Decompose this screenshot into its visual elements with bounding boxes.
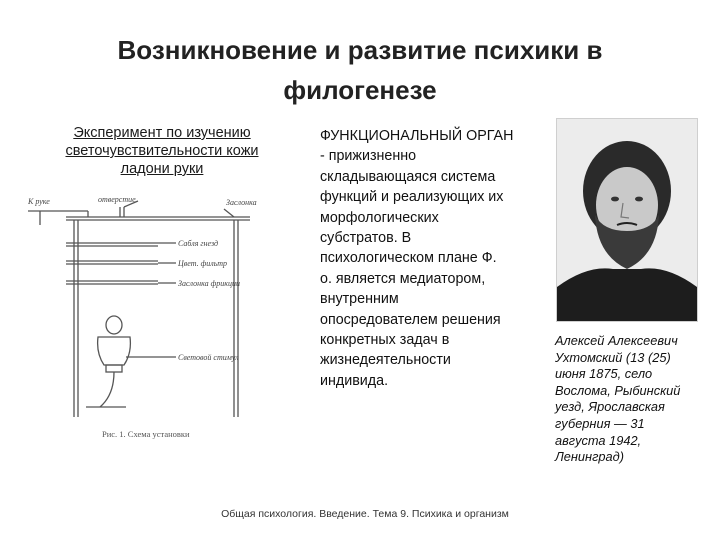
experiment-caption-line-3: ладони руки <box>120 161 204 177</box>
diagram-label-hand: К руке <box>28 197 50 206</box>
definition-line: функций и реализующих их <box>320 189 504 206</box>
diagram-label-color-filter: Цвет. фильтр <box>178 259 228 268</box>
slide-title-line-1: Возникновение и развитие психики в <box>117 35 603 65</box>
lamp-bulb-top <box>106 316 122 334</box>
experiment-apparatus-diagram <box>28 195 290 445</box>
portrait-eye-right <box>635 197 643 202</box>
portrait-jacket <box>557 268 697 321</box>
experiment-caption-line-2: светочувствительности кожи <box>65 143 259 159</box>
experiment-caption <box>44 124 280 178</box>
definition-line: психологическом плане Ф. <box>320 250 497 267</box>
slide-title <box>60 30 660 110</box>
definition-line: субстратов. В <box>320 230 412 247</box>
definition-heading: ФУНКЦИОНАЛЬНЫЙ ОРГАН <box>320 128 514 144</box>
definition-line: морфологических <box>320 209 439 226</box>
diagram-figure-caption: Рис. 1. Схема установки <box>102 429 190 439</box>
diagram-label-lamp: Световой стимул <box>178 353 239 362</box>
definition-line: опосредователем решения <box>320 311 501 328</box>
portrait-illustration <box>557 119 697 321</box>
slide-footer: Общая психология. Введение. Тема 9. Психика и организм <box>221 508 509 520</box>
experiment-caption-line-1: Эксперимент по изучению <box>73 125 251 141</box>
portrait-photo <box>556 118 698 322</box>
slide-title-line-2: филогенезе <box>283 75 437 105</box>
definition-line: конкретных задач в <box>320 332 450 349</box>
definition-line: о. является медиатором, <box>320 270 486 287</box>
portrait-caption-line: Вослома, Рыбинский <box>555 382 681 398</box>
apparatus-drawing <box>28 195 290 445</box>
diagram-label-heat-filter: Сабля гнезд <box>178 239 219 248</box>
definition-line: складывающаяся система <box>320 168 496 185</box>
portrait-caption-line: губерния — 31 <box>555 415 645 431</box>
portrait-caption-line: Алексей Алексеевич <box>555 333 678 348</box>
diagram-label-hole: отверстие <box>98 195 136 204</box>
portrait-caption-line: августа 1942, <box>555 432 642 448</box>
portrait-caption-line: Ухтомский (13 (25) <box>555 349 671 365</box>
portrait-caption-line: уезд, Ярославская <box>555 399 665 415</box>
diagram-label-fan: Заслонка фрикции <box>178 279 241 288</box>
definition-line: внутренним <box>320 291 399 308</box>
portrait-caption-line: Ленинград) <box>555 449 624 465</box>
definition-line: - прижизненно <box>320 148 417 165</box>
definition-line: жизнедеятельности <box>320 352 451 369</box>
lamp-body <box>98 337 131 365</box>
definition-line: индивида. <box>320 372 389 389</box>
portrait-caption <box>555 333 705 466</box>
portrait-eye-left <box>611 197 619 202</box>
portrait-caption-line: июня 1875, село <box>555 366 653 382</box>
functional-organ-definition <box>320 126 542 391</box>
diagram-label-stop: Заслонка <box>226 198 257 207</box>
